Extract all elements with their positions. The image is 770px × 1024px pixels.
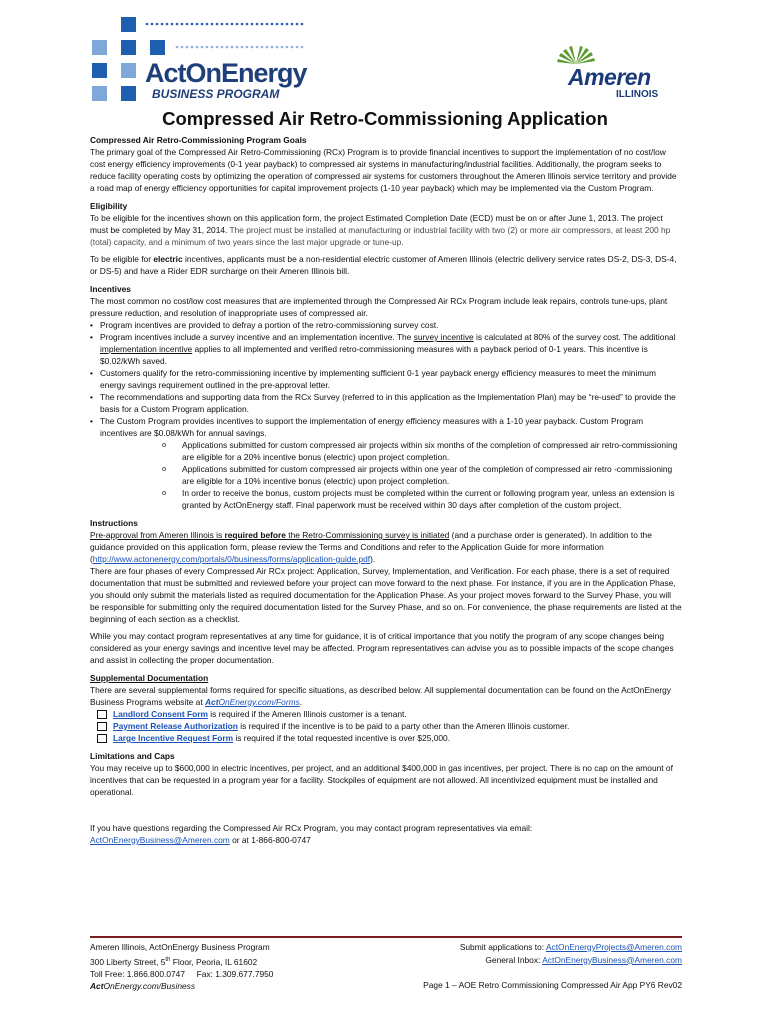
footer-org: Ameren Illinois, ActOnEnergy Business Program bbox=[90, 942, 270, 952]
instructions-p1 bbox=[90, 529, 682, 565]
eligibility-heading: Eligibility bbox=[90, 201, 128, 211]
landlord-text: is required if the Ameren Illinois customer is a tenant. bbox=[207, 709, 407, 719]
footer-street bbox=[90, 954, 273, 968]
footer-divider bbox=[90, 936, 682, 938]
sub-list-item: o In order to receive the bonus, custom projects must be completed within the current or following program year, unless an extension is granted by ActOnEnergy staff. Final paperwork must be received within 30 days after completion of the custom project. bbox=[90, 487, 682, 511]
p1-u1: Pre-approval from Ameren Illinois is bbox=[90, 530, 225, 540]
payment-text: is required if the incentive is to be paid to a party other than the Ameren Illinois customer. bbox=[237, 721, 570, 731]
b2-a: Program incentives include a survey incentive and an implementation incentive. The bbox=[100, 332, 414, 342]
eligibility-p2-a: To be eligible for bbox=[90, 254, 154, 264]
footer-street-b: Floor, Peoria, IL 61602 bbox=[170, 956, 258, 967]
page-number: Page 1 – AOE Retro Commissioning Compressed Air App PY6 Rev02 bbox=[423, 980, 682, 990]
contact-line bbox=[90, 834, 682, 846]
supplemental-heading: Supplemental Documentation bbox=[90, 673, 209, 683]
limits-heading: Limitations and Caps bbox=[90, 751, 175, 761]
page-title: Compressed Air Retro-Commissioning Application bbox=[162, 108, 608, 129]
footer-website bbox=[90, 980, 273, 993]
footer-inbox-label: General Inbox: bbox=[485, 954, 543, 965]
footer-submit-label: Submit applications to: bbox=[459, 942, 546, 952]
b2-survey-incentive: survey incentive bbox=[413, 332, 474, 342]
eligibility-p1-a: To be eligible for the incentives shown on this application form, the project Estimated Completion Date (ECD) must be on or after June 1, 2013. The project must be completed by May 31, 2014. bbox=[90, 213, 663, 235]
footer-inbox bbox=[380, 954, 682, 967]
goals-body: The primary goal of the Compressed Air Retro-Commissioning (RCx) Program is to provide financial incentives to support the implementation of no cost/low cost energy efficiency improvements (0-1 year payback) to compressed air systems in manufacturing/industrial facilities. Additionally, the program seeks to reduce facility operating costs by optimizing the operation of compressed air systems for customers throughout the Ameren Illinois service territory and provide a road map of energy efficiency opportunities for capital improvement projects (1-10 year payback) which may be implemented via the Custom Program. bbox=[90, 147, 677, 193]
logo-sub: BUSINESS PROGRAM bbox=[152, 87, 280, 101]
incentives-intro: The most common no cost/low cost measures that are implemented through the Compressed Air RCx Program include leak repairs, controls tune-ups, plant pressure reduction, and resolution of inappropriate uses of compressed air. bbox=[90, 296, 668, 318]
b2-c: applies to all implemented and verified retro-commissioning measures with a payback period of 0-1 years. This incentive is $0.02/kWh saved. bbox=[100, 344, 648, 366]
landlord-consent-link[interactable]: Landlord Consent Form bbox=[113, 709, 208, 719]
contact-phone: or at 1-866-800-0747 bbox=[229, 835, 311, 845]
limits-body: You may receive up to $600,000 in electric incentives, per project, and an additional $400,000 in gas incentives, per project. There is no cap on the amount of incentives that can be requested in a program year for a facility. Stockpiles of equipment are not allowed. All incentivized equipment must be installed and operational. bbox=[90, 763, 673, 797]
incentives-sublist bbox=[90, 439, 682, 511]
supplemental-intro bbox=[90, 684, 682, 708]
checklist-item-landlord bbox=[90, 708, 682, 720]
footer-web-bold: Act bbox=[90, 981, 104, 992]
footer-address bbox=[90, 941, 273, 993]
forms-link-rest: OnEnergy.com/Forms bbox=[218, 697, 300, 707]
forms-link-bold: Act bbox=[204, 697, 219, 707]
large-incentive-text: is required if the total requested incentive is over $25,000. bbox=[233, 733, 451, 743]
goals-heading: Compressed Air Retro-Commissioning Program Goals bbox=[90, 135, 307, 145]
footer-street-sup: th bbox=[165, 956, 171, 963]
ameren-logo bbox=[556, 44, 686, 104]
contact-text: If you have questions regarding the Compressed Air RCx Program, you may contact program representatives via email: bbox=[90, 823, 533, 833]
application-guide-link[interactable]: http://www.actonenergy.com/portals/0/business/forms/application-guide.pdf bbox=[92, 554, 371, 564]
checkbox[interactable] bbox=[97, 722, 107, 731]
eligibility-p2-b: incentives, applicants must be a non-residential electric customer of Ameren Illinois (electric delivery service rates DS-2, DS-3, DS-4, or DS-5) and have a Rider EDR surcharge on their Ameren Illinois bill. bbox=[90, 254, 677, 276]
inbox-email-link[interactable]: ActOnEnergyBusiness@Ameren.com bbox=[542, 954, 682, 965]
footer-phones: Toll Free: 1.866.800.0747 Fax: 1.309.677.7950 bbox=[90, 968, 274, 979]
instructions-p3: While you may contact program representatives at any time for guidance, it is of critical importance that you notify the program of any scope changes being considered as your energy savings and incentive level may be affected. Program representatives can advise you as to possible impacts of the scope changes and assist in collecting the proper documentation. bbox=[90, 631, 674, 665]
list-item bbox=[90, 415, 682, 511]
checkbox[interactable] bbox=[97, 710, 107, 719]
contact-email-link[interactable]: ActOnEnergyBusiness@Ameren.com bbox=[90, 835, 230, 845]
p1-b: ). bbox=[370, 554, 376, 564]
p1-u2: the Retro-Commissioning survey is initiated bbox=[285, 530, 450, 540]
footer-street-a: 300 Liberty Street, 5 bbox=[90, 956, 166, 967]
instructions-heading: Instructions bbox=[90, 518, 138, 528]
supplemental-intro-b: . bbox=[299, 697, 303, 707]
ameren-region: ILLINOIS bbox=[616, 89, 659, 100]
b2-implementation-incentive: implementation incentive bbox=[100, 344, 193, 354]
p1-a: (and a purchase order is generated). In addition to the guidance provided on this application form, please review the Terms and Conditions and refer to the Application Guide for more information ( bbox=[90, 530, 652, 564]
ameren-name: Ameren bbox=[568, 64, 651, 90]
eligibility-p2-bold: electric bbox=[153, 254, 183, 264]
p1-required-before: required before bbox=[224, 530, 286, 540]
b2-b: is calculated at 80% of the survey cost. The additional bbox=[473, 332, 676, 342]
supplemental-intro-a: There are several supplemental forms required for specific situations, as described below. All supplemental documentation can be found on the ActOnEnergy Business Programs website at bbox=[90, 685, 671, 707]
document-body bbox=[90, 134, 682, 846]
actonenergy-logo bbox=[92, 14, 342, 104]
instructions-p2: There are four phases of every Compressed Air RCx project: Application, Survey, Implementation, and Verification. For each phase, there is a set of required documentation that must be submitted and reviewed before your project can move forward to the next phase. For instance, if you are in the Application Phase, you should only submit the materials listed as required documentation for the Application Phase. As your project moves forward to the Survey Phase, you will be responsible for submitting only the required documentation listed for the Survey Phase, and so on. For convenience, the phase requirements are listed at the beginning of each section as a checklist. bbox=[90, 566, 682, 624]
eligibility-p2 bbox=[90, 253, 682, 277]
large-incentive-link[interactable]: Large Incentive Request Form bbox=[113, 733, 234, 743]
list-item: • Customers qualify for the retro-commissioning incentive by implementing sufficient 0-1 year payback energy efficiency measures to meet the minimum energy savings requirement outlined in the pre-approval letter. bbox=[90, 367, 682, 391]
checklist-item-large-incentive bbox=[90, 732, 682, 744]
eligibility-p1-b: The project must be installed at manufacturing or industrial facility with two (2) or more air compressors, at least 200 hp (total) capacity, and a minimum of two years since the last major upgrade or tune-up. bbox=[90, 225, 671, 247]
footer-submit bbox=[380, 941, 682, 954]
incentives-heading: Incentives bbox=[90, 284, 131, 294]
forms-link[interactable] bbox=[204, 697, 303, 707]
footer-web-rest: OnEnergy.com/Business bbox=[103, 981, 196, 992]
footer-contacts bbox=[380, 941, 682, 966]
checklist-item-payment bbox=[90, 720, 682, 732]
submit-email-link[interactable]: ActOnEnergyProjects@Ameren.com bbox=[545, 942, 682, 952]
list-item: • The recommendations and supporting data from the RCx Survey (referred to in this application as the Implementation Plan) may be “re-used” to provide the basis for a Custom Program application. bbox=[90, 391, 682, 415]
checkbox[interactable] bbox=[97, 734, 107, 743]
eligibility-p1 bbox=[90, 212, 682, 248]
sub-list-item: o Applications submitted for custom compressed air projects within six months of the completion of compressed air retro-commissioning are eligible for a 20% incentive bonus (electric) upon project completion. bbox=[90, 439, 682, 463]
list-item bbox=[90, 331, 682, 367]
sub-list-item: o Applications submitted for custom compressed air projects within one year of the completion of compressed air retro -commissioning are eligible for a 10% incentive bonus (electric) upon project completion. bbox=[90, 463, 682, 487]
incentives-list bbox=[90, 319, 682, 511]
payment-release-link[interactable]: Payment Release Authorization bbox=[113, 721, 238, 731]
list-item: • Program incentives are provided to defray a portion of the retro-commissioning survey cost. bbox=[90, 319, 682, 331]
b5-text: The Custom Program provides incentives to support the implementation of energy efficiency measures with a 1-10 year payback. Custom Program incentives are $0.08/kWh for annual savings. bbox=[100, 416, 644, 438]
logo-brand: ActOnEnergy bbox=[145, 58, 307, 88]
